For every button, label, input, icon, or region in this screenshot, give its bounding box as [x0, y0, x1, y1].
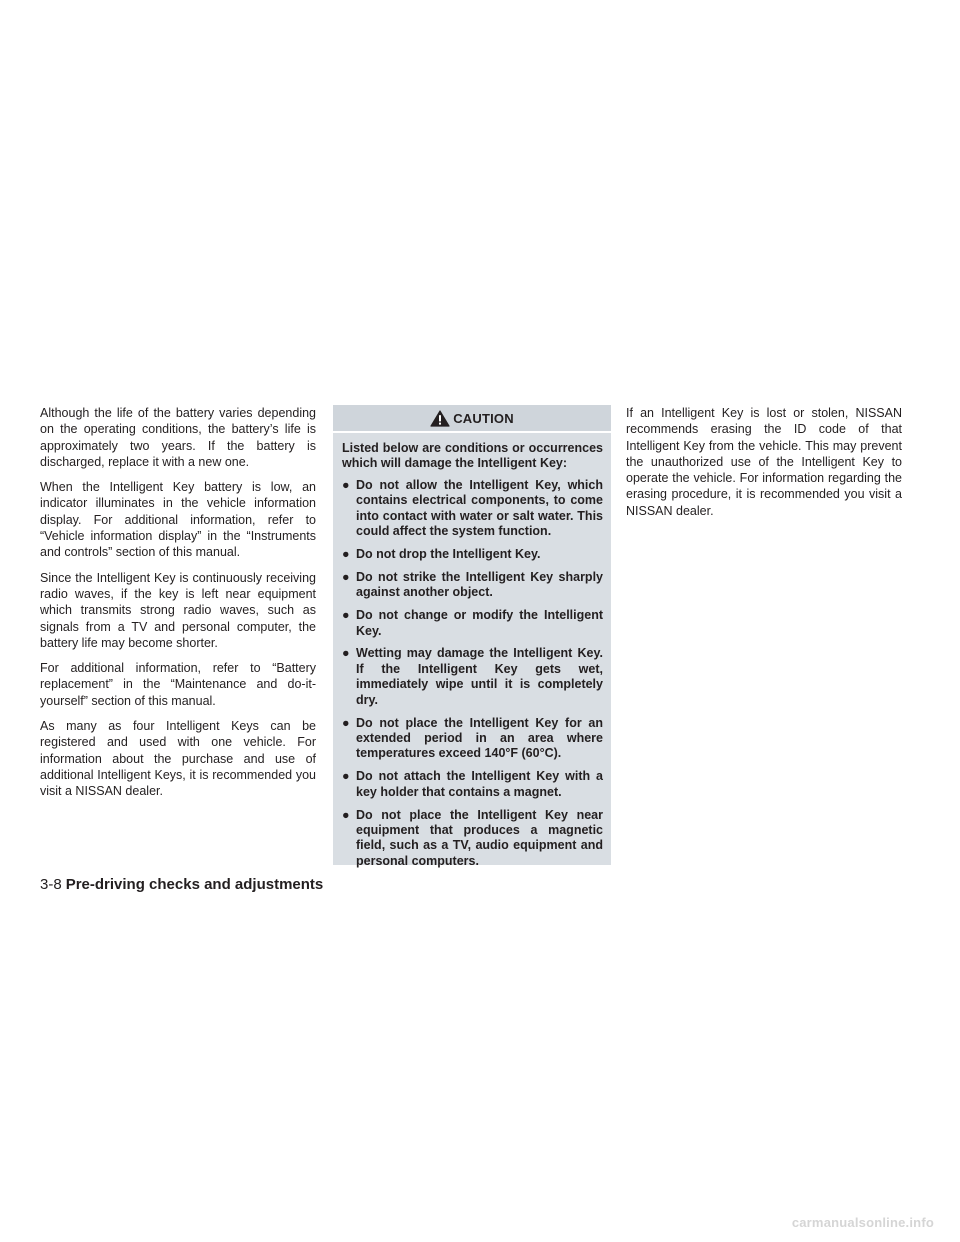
page-footer: [40, 876, 323, 893]
caution-item-text: Do not place the Intelligent Key near equipment that produces a magnetic field, such as a TV, audio equipment and personal computers.: [356, 807, 603, 868]
paragraph-battery-replacement: For additional information, refer to “Battery replacement” in the “Maintenance and do-it-yourself” section of this manual.: [40, 661, 316, 708]
list-item: [342, 646, 603, 708]
list-item: [342, 570, 603, 601]
section-title: Pre-driving checks and adjustments: [65, 876, 324, 893]
caution-header: [333, 405, 611, 433]
list-item: [342, 808, 603, 870]
caution-title: CAUTION: [453, 410, 514, 426]
warning-triangle-icon: [430, 410, 450, 427]
caution-item-text: Do not allow the Intelligent Key, which contains electrical components, to come into contact with water or salt water. This could affect the system function.: [356, 477, 603, 539]
bullet: ●: [342, 646, 350, 661]
paragraph-battery-life: Although the life of the battery varies depending on the operating conditions, the battery’s life is approximately two years. If the battery is discharged, replace it with a new one.: [40, 406, 316, 469]
list-item: [342, 478, 603, 540]
bullet: ●: [342, 769, 350, 784]
list-item: [342, 716, 603, 762]
left-column: [40, 405, 316, 809]
paragraph-low-battery-indicator: When the Intelligent Key battery is low, an indicator illuminates in the vehicle information display. For additional information, refer to “Vehicle information display” in the “Instruments and controls” section of this manual.: [40, 480, 316, 560]
caution-item-text: Wetting may damage the Intelligent Key. If the Intelligent Key gets wet, immediately wipe until it is completely dry.: [356, 646, 603, 707]
list-item: [342, 547, 603, 562]
bullet: ●: [342, 546, 350, 561]
right-column: [626, 405, 902, 528]
paragraph-radio-waves: Since the Intelligent Key is continuously receiving radio waves, if the key is left near equipment which transmits strong radio waves, such as signals from a TV and personal computer, the battery life may become shorter.: [40, 570, 316, 650]
caution-intro: Listed below are conditions or occurrences which will damage the Intelligent Key:: [342, 441, 603, 471]
caution-box: [333, 405, 611, 868]
caution-list: [342, 478, 603, 869]
caution-item-text: Do not attach the Intelligent Key with a key holder that contains a magnet.: [356, 769, 603, 799]
bullet: ●: [342, 608, 350, 623]
list-item: [342, 608, 603, 639]
caution-item-text: Do not drop the Intelligent Key.: [356, 546, 541, 561]
bullet: ●: [342, 569, 350, 584]
bullet: ●: [342, 477, 350, 492]
caution-item-text: Do not place the Intelligent Key for an extended period in an area where temperatures exceed 140°F (60°C).: [356, 715, 603, 761]
paragraph-additional-keys: As many as four Intelligent Keys can be registered and used with one vehicle. For information about the purchase and use of additional Intelligent Keys, it is recommended you visit a NISSAN dealer.: [40, 719, 316, 799]
caution-item-text: Do not change or modify the Intelligent Key.: [356, 608, 603, 638]
page-number: 3-8: [40, 876, 62, 893]
bullet: ●: [342, 715, 350, 730]
caution-body: [333, 433, 611, 869]
list-item: [342, 769, 603, 800]
caution-item-text: Do not strike the Intelligent Key sharply against another object.: [356, 569, 603, 600]
paragraph-lost-key: If an Intelligent Key is lost or stolen, NISSAN recommends erasing the ID code of that Intelligent Key from the vehicle. This may prevent the unauthorized use of the Intelligent Key to operate the vehicle. For information regarding the erasing procedure, it is recommended you visit a NISSAN dealer.: [626, 406, 902, 518]
bullet: ●: [342, 807, 350, 822]
watermark: carmanualsonline.info: [791, 1215, 934, 1230]
